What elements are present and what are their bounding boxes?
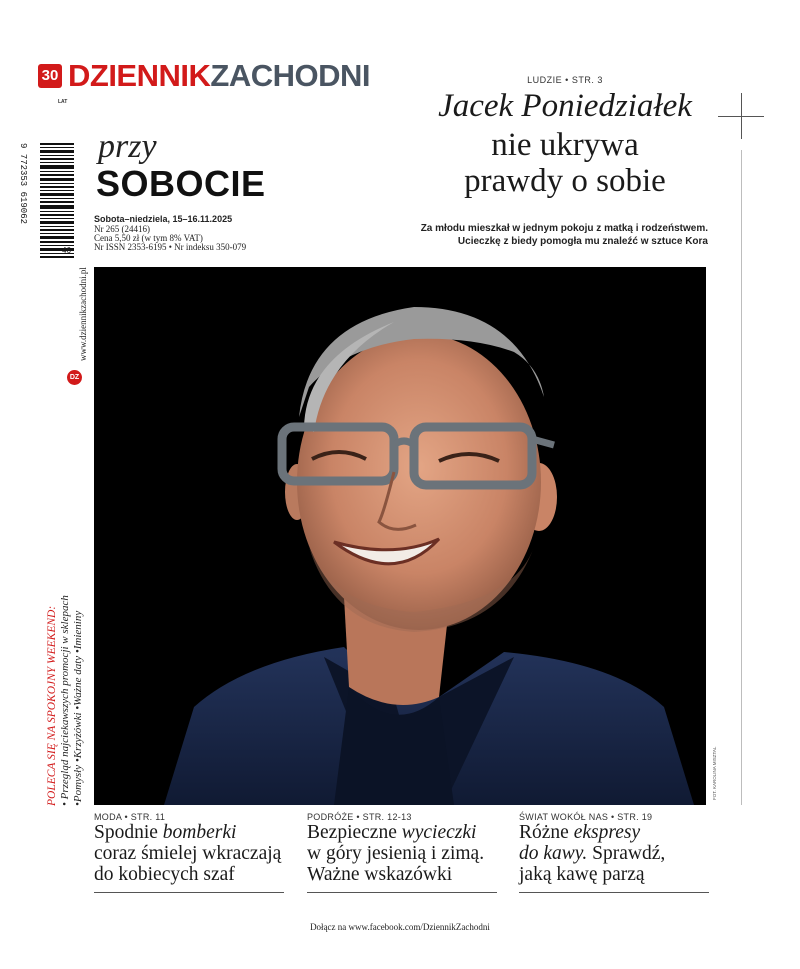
teaser-podroze[interactable] — [307, 812, 497, 893]
footer-facebook-link[interactable]: Dołącz na www.facebook.com/DziennikZachodni — [310, 922, 490, 932]
teaser-rule — [519, 892, 709, 893]
weekend-teaser-line-1: • Przegląd najciekawszych promocji w sklepach — [59, 595, 71, 806]
barcode-digits: 9 772353 619062 — [18, 143, 28, 225]
teaser-kicker: PODRÓŻE • STR. 12-13 — [307, 812, 412, 822]
headline-deck-line-2: Ucieczkę z biedy pomogła mu znaleźć w sztuce Kora — [457, 236, 708, 247]
website-url-vertical[interactable]: www.dziennikzachodni.pl — [78, 267, 88, 361]
headline-name[interactable]: Jacek Poniedziałek — [438, 88, 692, 124]
teaser-line-1: Bezpieczne wycieczki — [307, 822, 477, 843]
teaser-swiat-wokol-nas[interactable] — [519, 812, 709, 893]
teaser-line-2: w góry jesienią i zimą. — [307, 843, 485, 864]
right-margin-rule — [741, 150, 742, 805]
teaser-line-2: do kawy. Sprawdź, — [519, 843, 666, 864]
teaser-kicker: MODA • STR. 11 — [94, 812, 166, 822]
anniversary-badge: 30 LAT — [38, 64, 62, 88]
headline-kicker: LUDZIE • STR. 3 — [527, 75, 603, 85]
issue-number: Nr 265 (24416) — [94, 224, 150, 234]
issue-price: Cena 5,50 zł (w tym 8% VAT) — [94, 233, 203, 243]
weekend-teaser-line-2: •Pomysły •Krzyżówki •Ważne daty •Imieniny — [72, 610, 84, 806]
barcode-icon — [40, 143, 74, 258]
section-title-przy: przy — [98, 128, 157, 165]
issue-issn: Nr ISSN 2353-6195 • Nr indeksu 350-079 — [94, 242, 247, 252]
dz-logo-icon: DZ — [67, 370, 82, 385]
issue-date: Sobota–niedziela, 15–16.11.2025 — [94, 214, 233, 224]
weekend-teaser-vertical — [36, 595, 84, 806]
crop-mark-vertical — [741, 93, 742, 139]
cover-photo — [94, 267, 706, 805]
weekend-teaser-title: POLECA SIĘ NA SPOKOJNY WEEKEND: — [46, 605, 58, 806]
headline-deck-line-1: Za młodu mieszkał w jednym pokoju z matką i rodzeństwem. — [420, 223, 708, 234]
barcode-suffix: 46 — [62, 246, 71, 255]
teaser-line-1: Spodnie bomberki — [94, 822, 237, 843]
teaser-line-3: Ważne wskazówki — [307, 864, 453, 885]
portrait-illustration — [94, 267, 706, 805]
teaser-line-2: coraz śmielej wkraczają — [94, 843, 282, 864]
teaser-moda[interactable] — [94, 812, 284, 893]
masthead-logo[interactable] — [38, 58, 370, 105]
section-title-sobocie: SOBOCIE — [96, 163, 266, 204]
masthead-dziennik: DZIENNIK — [68, 58, 211, 93]
teaser-line-1: Różne ekspresy — [519, 822, 641, 843]
teaser-line-3: do kobiecych szaf — [94, 864, 235, 885]
teaser-rule — [94, 892, 284, 893]
photo-credit: FOT. KAROLINA MISZTAL — [712, 746, 717, 800]
teaser-kicker: ŚWIAT WOKÓŁ NAS • STR. 19 — [519, 812, 653, 822]
teaser-rule — [307, 892, 497, 893]
headline-line-2[interactable]: nie ukrywa — [491, 127, 639, 163]
headline-line-3[interactable]: prawdy o sobie — [464, 163, 666, 199]
masthead-zachodni: ZACHODNI — [210, 58, 370, 93]
teaser-line-3: jaką kawę parzą — [519, 864, 645, 885]
